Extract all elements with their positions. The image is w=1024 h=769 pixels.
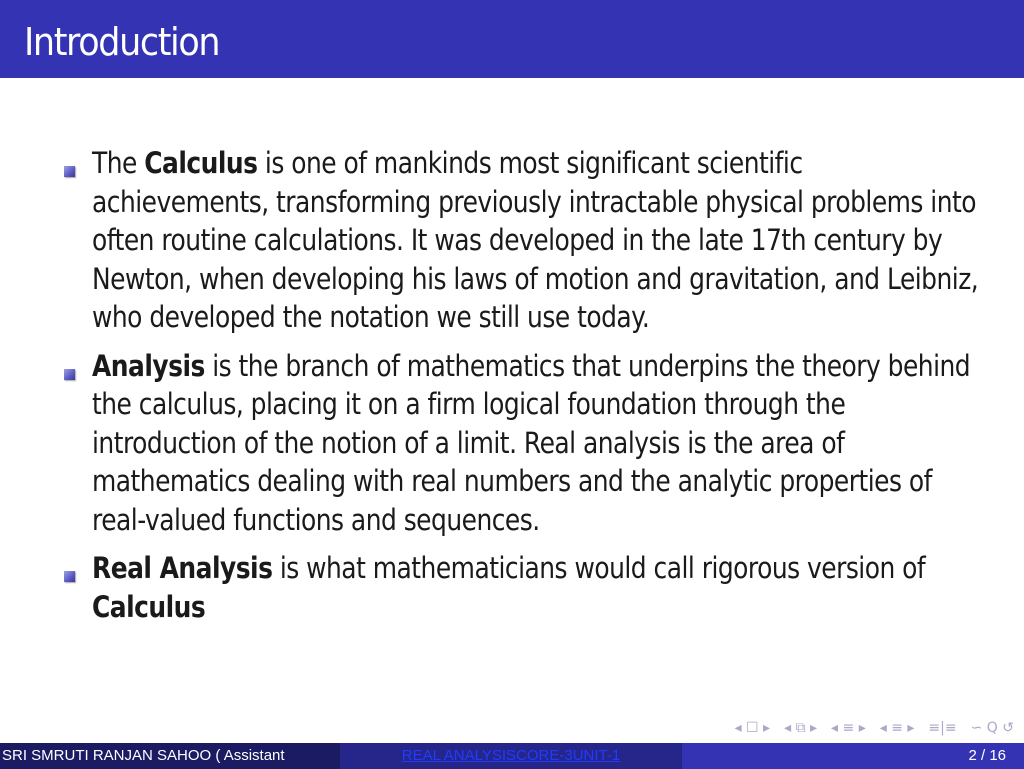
bullet-item-analysis: [62, 347, 1002, 540]
beamer-navigation: [735, 718, 1014, 738]
outline-nav-icon[interactable]: ≡|≡: [928, 720, 957, 736]
search-nav-icon[interactable]: ∽ Q ↺: [970, 720, 1014, 736]
section-nav-icon[interactable]: ◂ ≡ ▸: [831, 720, 866, 736]
footer-page-number: 2 / 16: [682, 743, 1024, 769]
bullet-icon: [64, 166, 75, 177]
footer-bar: [0, 743, 1024, 769]
subsection-nav-icon[interactable]: ◂ ⧉ ▸: [784, 720, 818, 736]
frame-nav-icon[interactable]: ◂ ☐ ▸: [734, 720, 771, 736]
bullet-icon: [64, 369, 75, 380]
bullet-text: Analysis is the branch of mathematics that underpins the theory behind the calculus, placing it on a firm logical foundation through the introduction of the notion of a limit. Real analysis is the area of mathematics dealing with real numbers and the analytic properties of real-valued functions and sequences.: [92, 348, 971, 537]
bullet-text: Real Analysis is what mathematicians would call rigorous version of Calculus: [92, 551, 926, 624]
slide-title: Introduction: [24, 20, 220, 64]
bullet-item-calculus: [62, 144, 1002, 337]
footer-author: SRI SMRUTI RANJAN SAHOO ( Assistant: [0, 743, 340, 769]
section2-nav-icon[interactable]: ◂ ≡ ▸: [879, 720, 915, 736]
title-bar: [0, 0, 1024, 78]
bullet-icon: [64, 571, 75, 582]
footer-title: [340, 743, 682, 769]
footer-title-link[interactable]: REAL ANALYSISCORE-3UNIT-1: [401, 747, 621, 764]
bullet-item-real-analysis: [62, 549, 1002, 626]
bullet-text: The Calculus is one of mankinds most significant scientific achievements, transforming previously intractable physical problems into often routine calculations. It was developed in the late 17th century by Newton, when developing his laws of motion and gravitation, and Leibniz, who developed the notation we still use today.: [92, 146, 979, 334]
slide-content: [62, 144, 1002, 636]
